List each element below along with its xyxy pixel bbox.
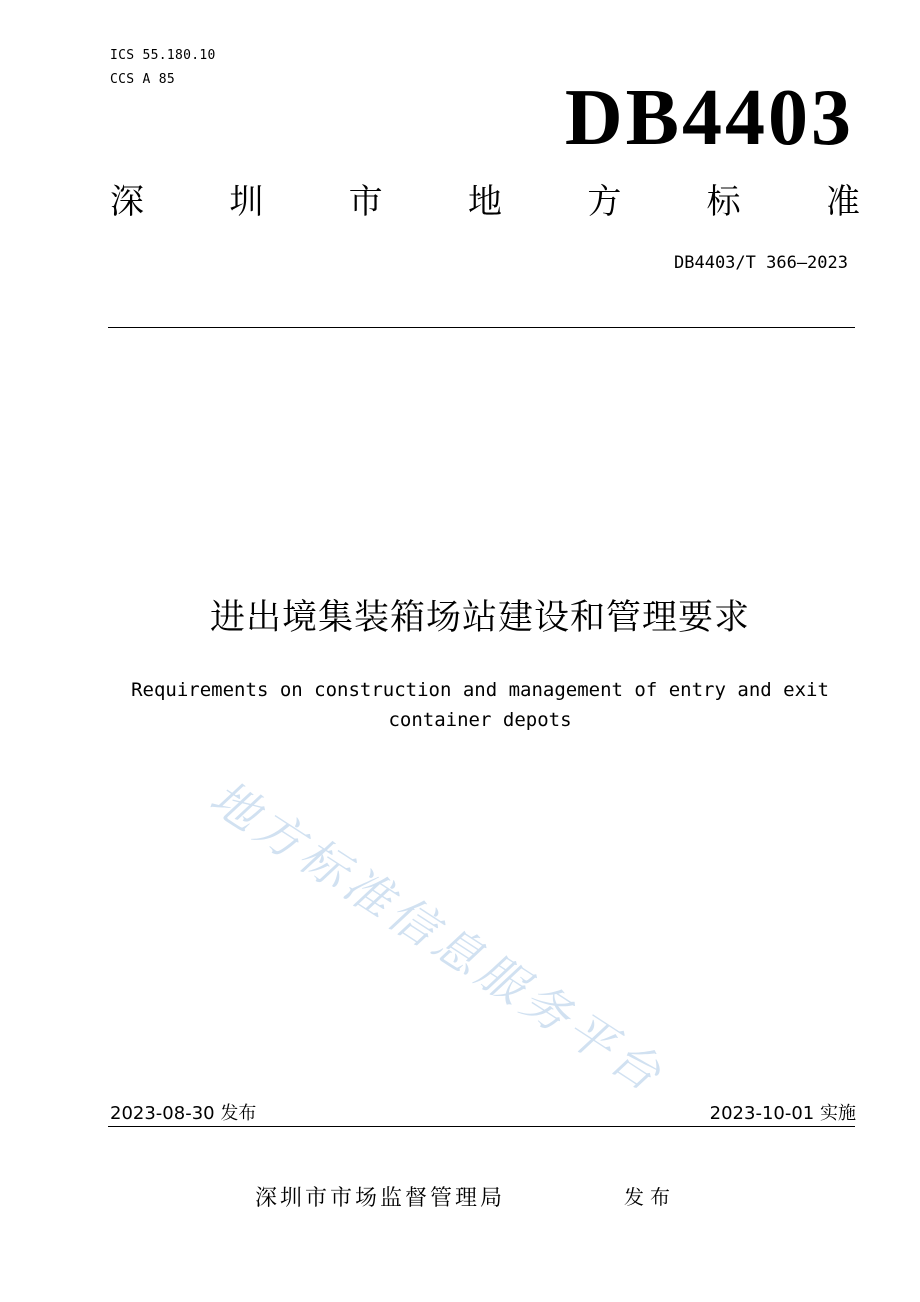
standard-type-char: 方 [587,182,622,222]
issue-label: 发布 [624,1185,676,1209]
title-chinese: 进出境集装箱场站建设和管理要求 [209,598,750,638]
standard-type-char: 市 [348,182,383,222]
standard-number: DB4403/T 366—2023 [674,253,848,273]
ccs-code: CCS A 85 [110,72,176,87]
implementation-date: 2023-10-01 实施 [709,1103,856,1124]
title-english-line1: Requirements on construction and management of entry and exit [131,679,829,701]
standard-type-char: 地 [467,182,502,222]
top-divider [108,327,855,328]
standard-type-char: 标 [706,182,741,222]
standard-type-char: 圳 [229,182,264,222]
title-english-line2: container depots [388,709,572,731]
publish-date: 2023-08-30 发布 [110,1103,257,1124]
ics-code: ICS 55.180.10 [110,48,216,63]
watermark: 地方标准信息服务平台 [200,770,675,1105]
bottom-divider [108,1126,855,1127]
standard-type-char: 深 [110,182,144,222]
standard-type [110,180,860,224]
standard-type-char: 准 [825,182,860,222]
issuer-name: 深圳市市场监督管理局 [255,1186,506,1211]
db-code: DB4403 [564,74,854,162]
